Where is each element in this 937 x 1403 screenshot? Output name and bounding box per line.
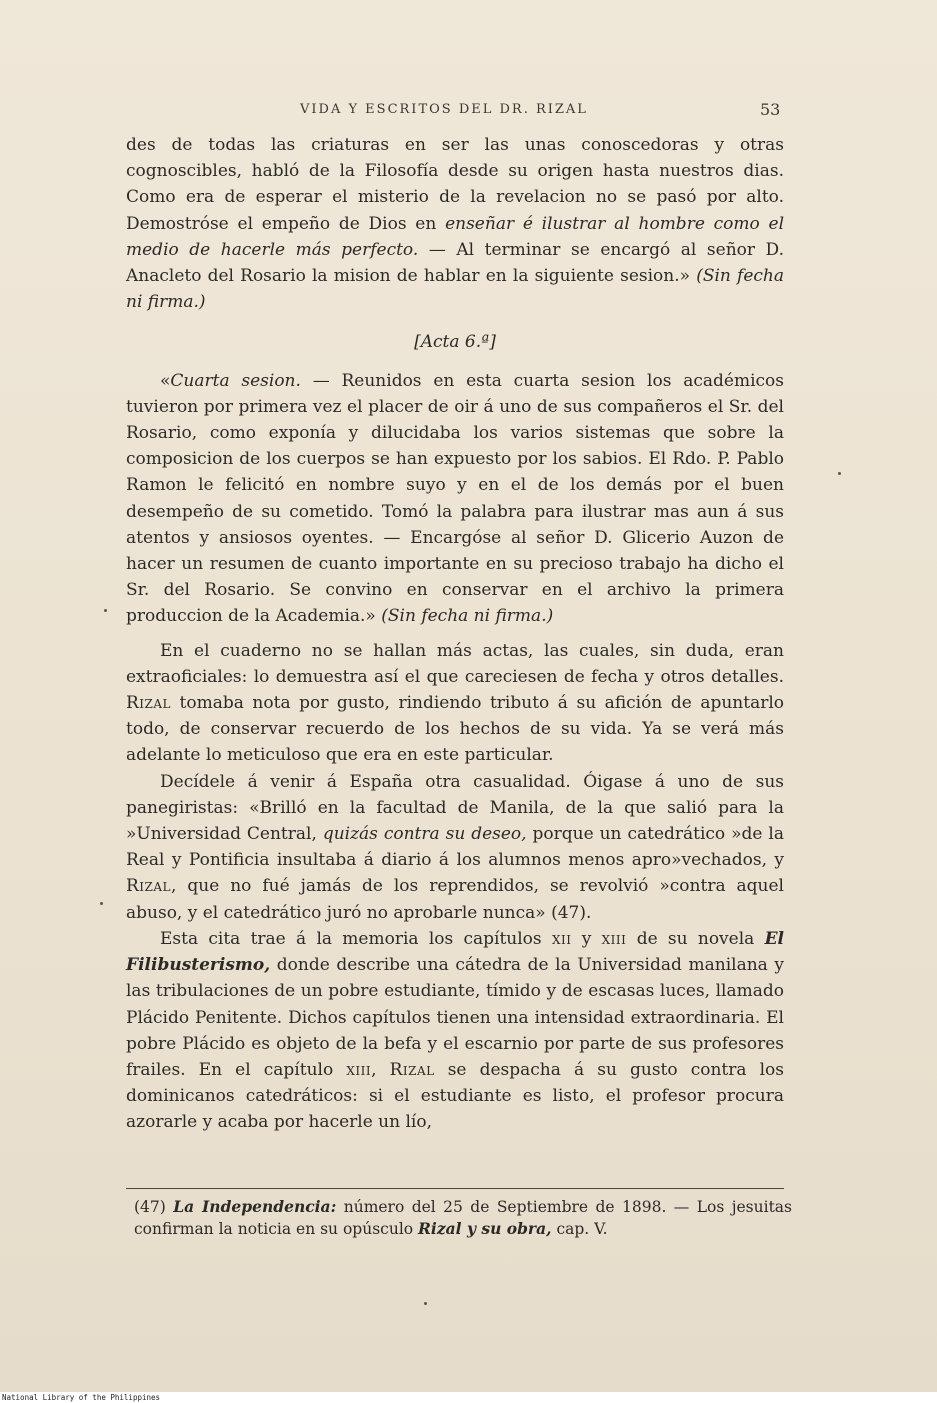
p5-roman-a: xii: [551, 928, 572, 949]
running-title: VIDA Y ESCRITOS DEL DR. RIZAL: [300, 102, 588, 117]
p5-text-c: de su novela: [626, 928, 765, 949]
p1-text-a: des de todas las criaturas en ser las unas conoscedoras y otras cognoscibles, habló de la Filosofía desde su origen hasta nuestros dias. Como era de esperar el misterio de la revelacion no se pasó por alto. Demostróse el empeño de Dios en: [126, 135, 784, 234]
footnote-text-b: cap. V.: [551, 1220, 608, 1238]
p4-text-a: Decídele á venir á España otra casualidad. Óigase á uno de sus panegiristas: «Brilló en la facultad de Manila, de la que salió para la »Universidad Central,: [126, 771, 784, 845]
p2-italic-a: Cuarta sesion.: [170, 370, 301, 391]
page-number: 53: [760, 100, 781, 119]
p1-italic-b: (Sin fecha ni firma.): [126, 266, 785, 313]
footnote: [134, 1196, 792, 1240]
p2-open-quote: «: [160, 370, 171, 391]
footnote-text-a: número del 25 de Septiembre de 1898. — Los jesuitas confirman la noticia en su opúsculo: [134, 1198, 792, 1238]
page-header: [0, 100, 937, 122]
p5-roman-c: xiii: [346, 1059, 372, 1080]
p1-italic-a: enseñar é ilustrar al hombre como el medio de hacerle más perfecto.: [126, 213, 785, 260]
paragraph-2: [126, 368, 784, 630]
p3-text-b: tomaba nota por gusto, rindiendo tributo á su afición de apuntarlo todo, de conservar recuerdo de los hechos de su vida. Ya se verá más adelante lo meticuloso que era en este particular.: [126, 693, 784, 766]
p2-italic-b: (Sin fecha ni firma.): [381, 606, 554, 627]
paragraph-5: [126, 926, 784, 1136]
p4-italic-a: quizás contra su deseo,: [322, 824, 527, 845]
footnote-rule: [126, 1188, 784, 1189]
library-credit: National Library of the Philippines: [2, 1393, 161, 1402]
p5-novel-title: El Filibusterismo,: [126, 928, 784, 976]
p2-text-a: — Reunidos en esta cuarta sesion los académicos tuvieron por primera vez el placer de oir á uno de sus compañeros el Sr. del Rosario, como exponía y dilucidaba los varios sistemas que sobre la composicion de los cuerpos se han expuesto por los sabios. El Rdo. P. Pablo Ramon le felicitó en nombre suyo y en el de los demás por el buen desempeño de su cometido. Tomó la palabra para ilustrar mas aun á sus atentos y ansiosos oyentes. — Encargóse al señor D. Glicerio Auzon de hacer un resumen de cuanto importante en su precioso trabajo ha dicho el Sr. del Rosario. Se convino en conservar en el archivo la primera produccion de la Academia.»: [126, 370, 784, 627]
p5-roman-b: xiii: [601, 928, 627, 949]
footnote-marker: (47): [134, 1198, 174, 1216]
paper-speck: [100, 902, 103, 905]
p1-text-b: — Al terminar se encargó al señor D. Anacleto del Rosario la mision de hablar en la siguiente sesion.»: [126, 239, 784, 287]
p5-text-f: se despacha á su gusto contra los dominicanos catedráticos: si el estudiante es listo, el profesor procura azorarle y acaba por hacerle un lío,: [126, 1059, 785, 1133]
p3-text-a: En el cuaderno no se hallan más actas, las cuales, sin duda, eran extraoficiales: lo demuestra así el que careciesen de fecha y otros detalles.: [126, 640, 784, 687]
section-heading: [Acta 6.ª]: [414, 332, 496, 353]
paragraph-gap: [126, 630, 784, 638]
p5-text-b: y: [571, 928, 602, 949]
footnote-47: [134, 1196, 792, 1240]
p4-text-c: , que no fué jamás de los reprendidos, se revolvió »contra aquel abuso, y el catedrático juró no aprobarle nunca» (47).: [126, 876, 784, 923]
paragraph-3: [126, 638, 784, 769]
p5-text-a: Esta cita trae á la memoria los capítulos: [160, 928, 552, 949]
body-text: [126, 132, 784, 1136]
p5-name: Rizal: [389, 1059, 435, 1080]
paragraph-1: [126, 132, 784, 315]
footnote-work: Rizal y su obra,: [418, 1219, 552, 1238]
paper-speck: [104, 609, 107, 612]
footnote-source: La Independencia:: [173, 1197, 337, 1216]
p3-name: Rizal: [126, 693, 172, 714]
p5-text-d: donde describe una cátedra de la Universidad manilana y las tribulaciones de un pobre estudiante, tímido y de escasas luces, llamado Plácido Penitente. Dichos capítulos tienen una intensidad extraordinaria. El pobre Plácido es objeto de la befa y el escarnio por parte de sus profesores frailes. En el capítulo: [126, 955, 784, 1080]
p5-text-e: ,: [371, 1059, 390, 1080]
p4-name: Rizal: [126, 876, 172, 897]
paper-speck: [838, 472, 841, 475]
p4-text-b: porque un catedrático »de la Real y Pontificia insultaba á diario á los alumnos menos apro»vechados, y: [126, 824, 784, 871]
paper-speck: [424, 1302, 427, 1305]
paragraph-4: [126, 769, 784, 926]
